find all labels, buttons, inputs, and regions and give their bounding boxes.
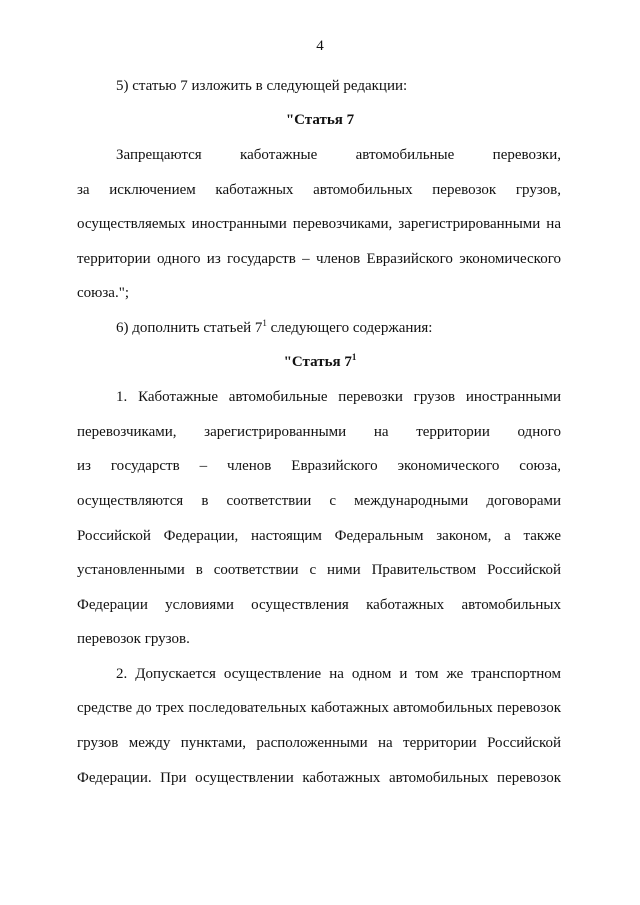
article-7-line: осуществляемых иностранными перевозчиками, зарегистрированными на	[77, 216, 561, 232]
point2-line: 2. Допускается осуществление на одном и том же транспортном	[116, 666, 561, 682]
point1-line: установленными в соответствии с ними Правительством Российской	[77, 562, 561, 578]
page-number: 4	[316, 38, 324, 54]
point1-line: из государств – членов Евразийского экономического союза,	[77, 458, 561, 474]
point1-line: 1. Каботажные автомобильные перевозки грузов иностранными	[116, 389, 561, 405]
item6-intro-superscript: 1	[262, 318, 267, 328]
item6-intro-tail: следующего содержания:	[266, 320, 433, 336]
point2-line: грузов между пунктами, расположенными на территории Российской	[77, 735, 561, 751]
article-7-heading: "Статья 7	[285, 112, 355, 128]
point1-line: перевозчиками, зарегистрированными на территории одного	[77, 424, 561, 440]
item6-intro	[116, 318, 561, 338]
point2-line: Федерации. При осуществлении каботажных автомобильных перевозок	[77, 770, 561, 786]
point1-line: Федерации условиями осуществления каботажных автомобильных	[77, 597, 561, 613]
point1-line: осуществляются в соответствии с международными договорами	[77, 493, 561, 509]
item6-intro-text: 6) дополнить статьей 7	[116, 320, 263, 336]
point2-line: средстве до трех последовательных каботажных автомобильных перевозок	[77, 700, 561, 716]
article-7-1-heading-superscript: 1	[351, 352, 357, 362]
point1-line: перевозок грузов.	[77, 631, 190, 647]
article-7-line: территории одного из государств – членов Евразийского экономического	[77, 251, 561, 267]
article-7-1-heading-text: "Статья 7	[283, 354, 352, 370]
item5-intro: 5) статью 7 изложить в следующей редакции:	[116, 78, 408, 94]
article-7-line: за исключением каботажных автомобильных перевозок грузов,	[77, 182, 561, 198]
article-7-line: союза.";	[77, 285, 129, 301]
point1-line: Российской Федерации, настоящим Федеральным законом, а также	[77, 528, 561, 544]
article-7-line: Запрещаются каботажные автомобильные перевозки,	[116, 147, 561, 163]
article-7-1-heading	[0, 352, 640, 372]
